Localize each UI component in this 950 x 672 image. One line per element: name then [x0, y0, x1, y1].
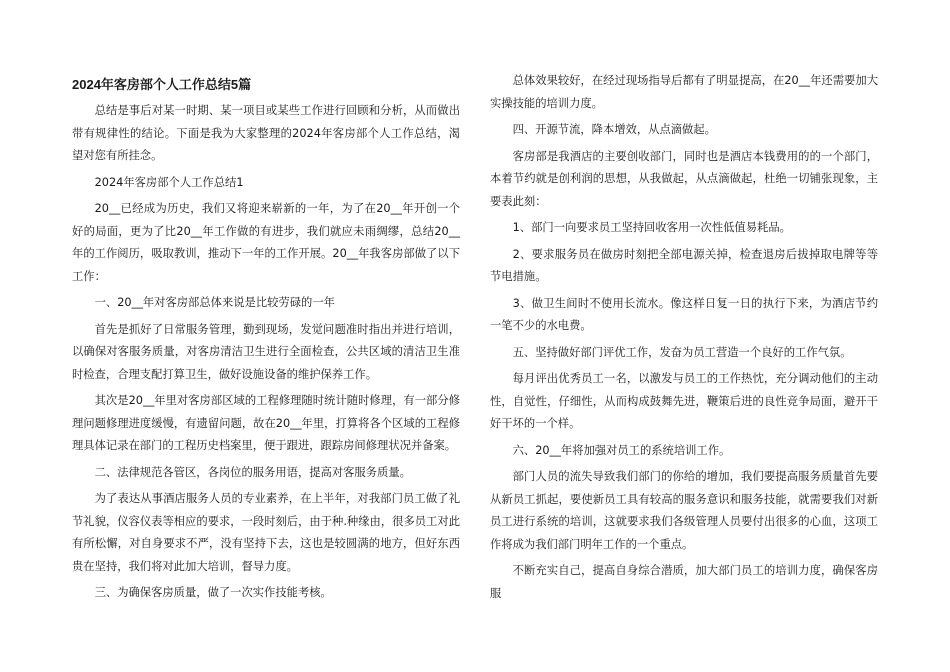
section-heading: 2024年客房部个人工作总结1: [94, 175, 244, 189]
right-column: [490, 70, 878, 609]
body-paragraph: 部门人员的流失导致我们部门的你给的增加，我们要提高服务质量首先要从新员工抓起，要使新员工具有较高的服务意识和服务技能，就需要我们对新员工进行系统的培训，这就要求我们各级管理人员要付出很多的心血，这项工作将成为我们部门明年工作的一个重点。: [490, 470, 878, 551]
body-paragraph: 为了表达从事酒店服务人员的专业素养，在上半年，对我部门员工做了礼节礼貌，仪容仪表等相应的要求，一段时刻后，由于种.种缘由，很多员工对此有所松懈，对自身要求不严，没有坚持下去，这也是较圆满的地方，但好东西贵在坚持，我们将对此加大培训，督导力度。: [72, 492, 460, 573]
list-heading: 六、20__年将加强对员工的系统培训工作。: [512, 443, 731, 457]
list-item: 3、做卫生间时不使用长流水。像这样日复一日的执行下来，为酒店节约一笔不少的水电费。: [490, 296, 878, 332]
document-title: 2024年客房部个人工作总结5篇: [72, 77, 252, 92]
list-heading: 五、坚持做好部门评优工作，发奋为员工营造一个良好的工作气氛。: [512, 345, 852, 359]
left-column: [72, 74, 460, 609]
body-paragraph: 每月评出优秀员工一名，以激发与员工的工作热忱，充分调动他们的主动性，自觉性，仔细性，从而构成鼓舞先进，鞭策后进的良性竞争局面，避开干好干坏的一个样。: [490, 372, 878, 430]
intro-paragraph: 总结是事后对某一时期、某一项目或某些工作进行回顾和分析，从而做出带有规律性的结论。下面是我为大家整理的2024年客房部个人工作总结，渴望对您有所挂念。: [72, 104, 460, 162]
list-item: 2、要求服务员在做房时刻把全部电源关掉，检查退房后拔掉取电牌等等节电措施。: [490, 247, 878, 283]
list-heading: 二、法律规范各管区，各岗位的服务用语，提高对客服务质量。: [94, 465, 411, 479]
body-paragraph: 首先是抓好了日常服务管理，勤到现场，发觉问题准时指出并进行培训，以确保对客服务质量，对客房清洁卫生进行全面检查，公共区域的清洁卫生准时检查，合理支配打算卫生，做好设施设备的维护保养工作。: [72, 322, 460, 381]
list-heading: 四、开源节流，降本增效，从点滴做起。: [512, 123, 716, 136]
list-item: 1、部门一向要求员工坚持回收客用一次性低值易耗品。: [512, 221, 791, 234]
list-heading: 三、为确保客房质量，做了一次实作技能考核。: [94, 586, 332, 599]
body-paragraph: 客房部是我酒店的主要创收部门，同时也是酒店本钱费用的的一个部门，本着节约就是创利润的思想，从我做起，从点滴做起，杜绝一切铺张现象，主要表此刻：: [490, 149, 878, 208]
list-heading: 一、20__年对客房部总体来说是比较劳碌的一年: [94, 296, 335, 309]
body-paragraph: 其次是20__年里对客房部区域的工程修理随时统计随时修理，有一部分修理问题修理进度缓慢，有遗留问题，故在20__年里，打算将各个区域的工程修理具体记录在部门的工程历史档案里，便于跟进，跟踪房间修理状况并备案。: [72, 394, 460, 452]
body-paragraph: 不断充实自己，提高自身综合潜质，加大部门员工的培训力度，确保客房服: [490, 564, 878, 600]
body-paragraph: 总体效果较好，在经过现场指导后都有了明显提高，在20__年还需要加大实操技能的培训力度。: [490, 74, 878, 110]
body-paragraph: 20__已经成为历史，我们又将迎来崭新的一年，为了在20__年开创一个好的局面，更为了比20__年工作做的有进步，我们就应未雨绸缪，总结20__年的工作阅历，吸取教训，推动下一年的工作开展。20__年我客房部做了以下工作：: [72, 202, 460, 283]
